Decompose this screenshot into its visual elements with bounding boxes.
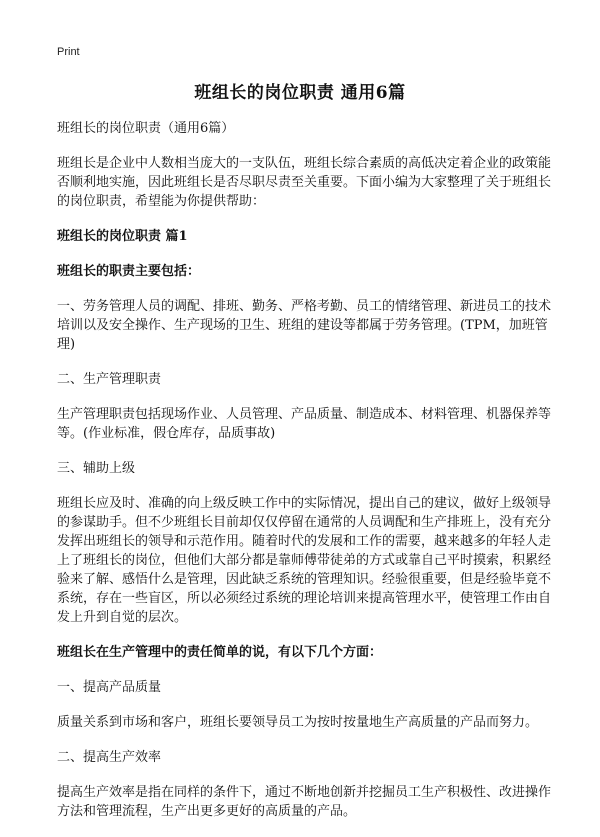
print-label: Print xyxy=(57,46,80,58)
intro-paragraph: 班组长是企业中人数相当庞大的一支队伍，班组长综合素质的高低决定着企业的政策能否顺利地实施，因此班组长是否尽职尽责至关重要。下面小编为大家整理了关于班组长的岗位职责，希望能为你提供帮助： xyxy=(57,156,552,209)
duty-item-3-heading: 三、辅助上级 xyxy=(57,461,136,476)
duty-item-1: 一、劳务管理人员的调配、排班、勤务、严格考勤、员工的情绪管理、新进员工的技术培训以及安全操作、生产现场的卫生、班组的建设等都属于劳务管理。(TPM，加班管理) xyxy=(57,299,552,352)
production-heading: 班组长在生产管理中的责任简单的说，有以下几个方面： xyxy=(57,645,383,660)
document-body xyxy=(57,119,554,837)
duty-item-2-heading: 二、生产管理职责 xyxy=(57,372,162,387)
duty-item-3-body: 班组长应及时、准确的向上级反映工作中的实际情况，提出自己的建议，做好上级领导的参谋助手。但不少班组长目前却仅仅停留在通常的人员调配和生产排班上，没有充分发挥出班组长的领导和示范作用。随着时代的发展和工作的需要，越来越多的年轻人走上了班组长的岗位，但他们大部分都是靠师傅带徒弟的方式或靠自己平时摸索，积累经验来了解、感悟什么是管理，因此缺乏系统的管理知识。经验很重要，但是经验毕竟不系统，存在一些盲区，所以必须经过系统的理论培训来提高管理水平，使管理工作由自发上升到自觉的层次。 xyxy=(57,496,552,625)
document-subtitle: 班组长的岗位职责（通用6篇） xyxy=(57,121,235,136)
production-item-1-body: 质量关系到市场和客户，班组长要领导员工为按时按量地生产高质量的产品而努力。 xyxy=(57,715,539,730)
duty-item-2-body: 生产管理职责包括现场作业、人员管理、产品质量、制造成本、材料管理、机器保养等等。(作业标准，假仓库存，品质事故) xyxy=(57,407,552,441)
production-item-1-heading: 一、提高产品质量 xyxy=(57,680,162,695)
production-item-2-body: 提高生产效率是指在同样的条件下，通过不断地创新并挖掘员工生产积极性、改进操作方法和管理流程，生产出更多更好的高质量的产品。 xyxy=(57,785,552,819)
production-item-2-heading: 二、提高生产效率 xyxy=(57,750,162,765)
section-heading-1: 班组长的岗位职责 篇1 xyxy=(57,229,188,244)
duties-heading: 班组长的职责主要包括： xyxy=(57,264,201,279)
document-title: 班组长的岗位职责 通用6篇 xyxy=(194,83,406,103)
